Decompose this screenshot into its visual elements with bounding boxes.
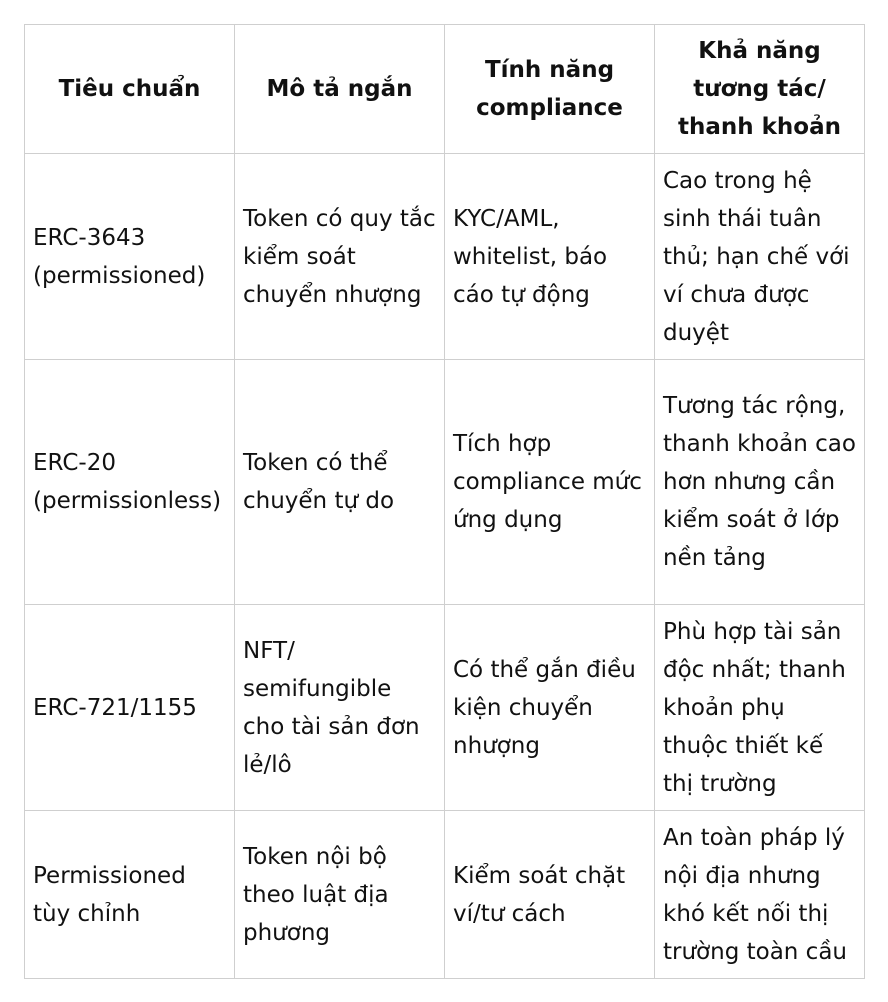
cell-interoperability: Phù hợp tài sản độc nhất; thanh khoản phụ thuộc thiết kế thị trường — [655, 605, 865, 811]
cell-interoperability: An toàn pháp lý nội địa nhưng khó kết nối thị trường toàn cầu — [655, 811, 865, 979]
cell-compliance: KYC/AML, whitelist, báo cáo tự động — [445, 154, 655, 360]
token-standards-table — [24, 24, 865, 979]
cell-interoperability: Cao trong hệ sinh thái tuân thủ; hạn chế với ví chưa được duyệt — [655, 154, 865, 360]
cell-compliance: Kiểm soát chặt ví/tư cách — [445, 811, 655, 979]
comparison-table-container — [24, 24, 864, 979]
cell-description: NFT/ semifungible cho tài sản đơn lẻ/lô — [235, 605, 445, 811]
header-interoperability: Khả năng tương tác/ thanh khoản — [655, 25, 865, 154]
table-row — [25, 811, 865, 979]
table-row — [25, 605, 865, 811]
table-header-row — [25, 25, 865, 154]
cell-standard: ERC-3643 (permissioned) — [25, 154, 235, 360]
cell-standard: ERC-721/1155 — [25, 605, 235, 811]
table-row — [25, 154, 865, 360]
cell-compliance: Tích hợp compliance mức ứng dụng — [445, 360, 655, 605]
cell-standard: Permissioned tùy chỉnh — [25, 811, 235, 979]
table-row — [25, 360, 865, 605]
cell-description: Token có thể chuyển tự do — [235, 360, 445, 605]
cell-compliance: Có thể gắn điều kiện chuyển nhượng — [445, 605, 655, 811]
cell-interoperability: Tương tác rộng, thanh khoản cao hơn nhưng cần kiểm soát ở lớp nền tảng — [655, 360, 865, 605]
header-standard: Tiêu chuẩn — [25, 25, 235, 154]
cell-description: Token nội bộ theo luật địa phương — [235, 811, 445, 979]
header-description: Mô tả ngắn — [235, 25, 445, 154]
cell-standard: ERC-20 (permissionless) — [25, 360, 235, 605]
cell-description: Token có quy tắc kiểm soát chuyển nhượng — [235, 154, 445, 360]
header-compliance: Tính năng compliance — [445, 25, 655, 154]
